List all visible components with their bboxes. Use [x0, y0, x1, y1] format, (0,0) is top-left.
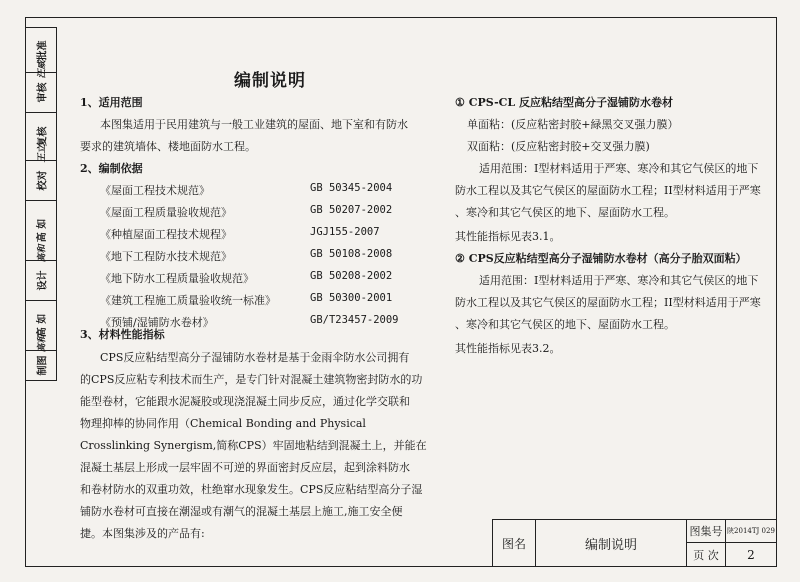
title-block-page-value [726, 543, 776, 566]
section-3-line: 能型卷材，它能跟水泥凝胶或现浇混凝土同步反应，通过化学交联和 [80, 395, 410, 408]
standard-name: 《地下工程防水技术规范》 [100, 250, 232, 263]
sidebar-cell-design [26, 260, 56, 301]
section-1-heading: 1、适用范围 [80, 96, 143, 109]
title-block [492, 519, 776, 566]
sidebar-cell-approve [26, 28, 56, 73]
title-block-label: 页 次 [693, 548, 719, 562]
sidebar-label: 批准 [37, 40, 49, 60]
product-1-single: 单面粘：(反应粘密封胶+緑黑交叉强力膜） [467, 118, 679, 131]
sidebar-cell-proofread [26, 160, 56, 201]
sidebar-label: 高 如 [37, 313, 49, 337]
standard-code: GB 50345-2004 [310, 182, 393, 194]
section-3-line: 铺防水卷材可直接在潮湿或有潮气的混凝土基层上施工,施工安全便 [80, 505, 403, 518]
standard-name: 《屋面工程技术规范》 [100, 184, 210, 197]
sidebar-label: 复核 [37, 126, 49, 146]
standard-code: GB 50300-2001 [310, 292, 393, 304]
product-1-double: 双面粘：(反应粘密封胶+交叉强力膜) [467, 140, 650, 153]
title-block-label: 图集号 [689, 525, 723, 538]
product-2-scope: 、寒冷和其它气侯区的地下、屋面防水工程。 [455, 318, 675, 331]
sidebar-label: 校对 [37, 170, 49, 190]
sidebar-label: 制图 [37, 355, 49, 375]
approval-sidebar [25, 27, 57, 381]
section-3-line: 的CPS反应粘专利技术而生产，是专门针对混凝土建筑物密封防水的功 [80, 373, 423, 386]
signature-signer-2: 高和 [37, 334, 48, 353]
section-3-line: 和卷材防水的双重功效，杜绝窜水现象发生。CPS反应粘结型高分子湿 [80, 483, 423, 496]
title-block-set-label [687, 520, 726, 542]
signature-signer-1: 高和 [37, 244, 48, 263]
title-block-page-label [687, 543, 726, 566]
sidebar-cell-drafting [26, 350, 56, 380]
standard-name: 《预铺/湿铺防水卷材》 [100, 316, 214, 329]
document-title: 编制说明 [234, 71, 306, 91]
standard-code: GB 50108-2008 [310, 248, 393, 260]
product-1-scope: 适用范围：I型材料适用于严寒、寒冷和其它气侯区的地下 [479, 162, 759, 175]
section-3-line: 捷。本图集涉及的产品有: [80, 527, 205, 540]
title-block-name-value [536, 520, 687, 566]
standard-code: GB/T23457-2009 [310, 314, 399, 326]
standard-name: 《地下防水工程质量验收规范》 [100, 272, 254, 285]
section-3-line: 混凝土基层上形成一层牢固不可逆的界面密封反应层，起到涂料防水 [80, 461, 410, 474]
product-1-heading: ① CPS-CL 反应粘结型高分子湿铺防水卷材 [455, 96, 673, 109]
sidebar-cell-recheck [26, 112, 56, 161]
product-2-scope: 适用范围：I型材料适用于严寒、寒冷和其它气侯区的地下 [479, 274, 759, 287]
standard-code: GB 50207-2002 [310, 204, 393, 216]
standard-code: GB 50208-2002 [310, 270, 393, 282]
section-3-heading: 3、材料性能指标 [80, 328, 165, 341]
sidebar-cell-signer-1 [26, 200, 56, 261]
product-2-heading: ② CPS反应粘结型高分子湿铺防水卷材（高分子胎双面粘） [455, 252, 747, 265]
title-block-value: 编制说明 [584, 537, 637, 553]
standard-name: 《建筑工程施工质量验收统一标准》 [100, 294, 276, 307]
section-1-paragraph: 要求的建筑墙体、楼地面防水工程。 [80, 140, 256, 153]
sidebar-label: 设计 [37, 270, 49, 290]
sidebar-label: 高 如 [37, 218, 49, 242]
signature-recheck: 王立 [37, 144, 48, 163]
product-1-scope: 防水工程以及其它气侯区的屋面防水工程；II型材料适用于严寒 [455, 184, 761, 197]
sidebar-label: 审核 [37, 82, 49, 102]
product-1-performance: 其性能指标见表3.1。 [455, 230, 561, 243]
section-2-heading: 2、编制依据 [80, 162, 143, 175]
product-2-scope: 防水工程以及其它气侯区的屋面防水工程；II型材料适用于严寒 [455, 296, 761, 309]
title-block-set-value [726, 520, 776, 542]
section-1-paragraph: 本图集适用于民用建筑与一般工业建筑的屋面、地下室和有防水 [100, 118, 408, 131]
section-3-line: CPS反应粘结型高分子湿铺防水卷材是基于金雨伞防水公司拥有 [100, 351, 410, 364]
sidebar-cell-signer-2 [26, 300, 56, 351]
section-3-line: 物理抑棒的协同作用（Chemical Bonding and Physical [80, 417, 366, 430]
product-2-performance: 其性能指标见表3.2。 [455, 342, 561, 355]
title-block-label: 图名 [501, 536, 526, 551]
standard-code: JGJ155-2007 [310, 226, 380, 238]
signature-approve: 汪威 [37, 60, 48, 79]
section-3-line: Crosslinking Synergism,简称CPS）牢固地粘结到混凝土上，并能在 [80, 439, 427, 452]
sidebar-cell-review [26, 72, 56, 113]
title-block-value: 2 [747, 547, 755, 562]
product-1-scope: 、寒冷和其它气侯区的地下、屋面防水工程。 [455, 206, 675, 219]
title-block-name-label [493, 520, 536, 566]
title-block-value: 陕2014TJ 029 [727, 527, 775, 535]
standard-name: 《屋面工程质量验收规范》 [100, 206, 232, 219]
standard-name: 《种植屋面工程技术规程》 [100, 228, 232, 241]
